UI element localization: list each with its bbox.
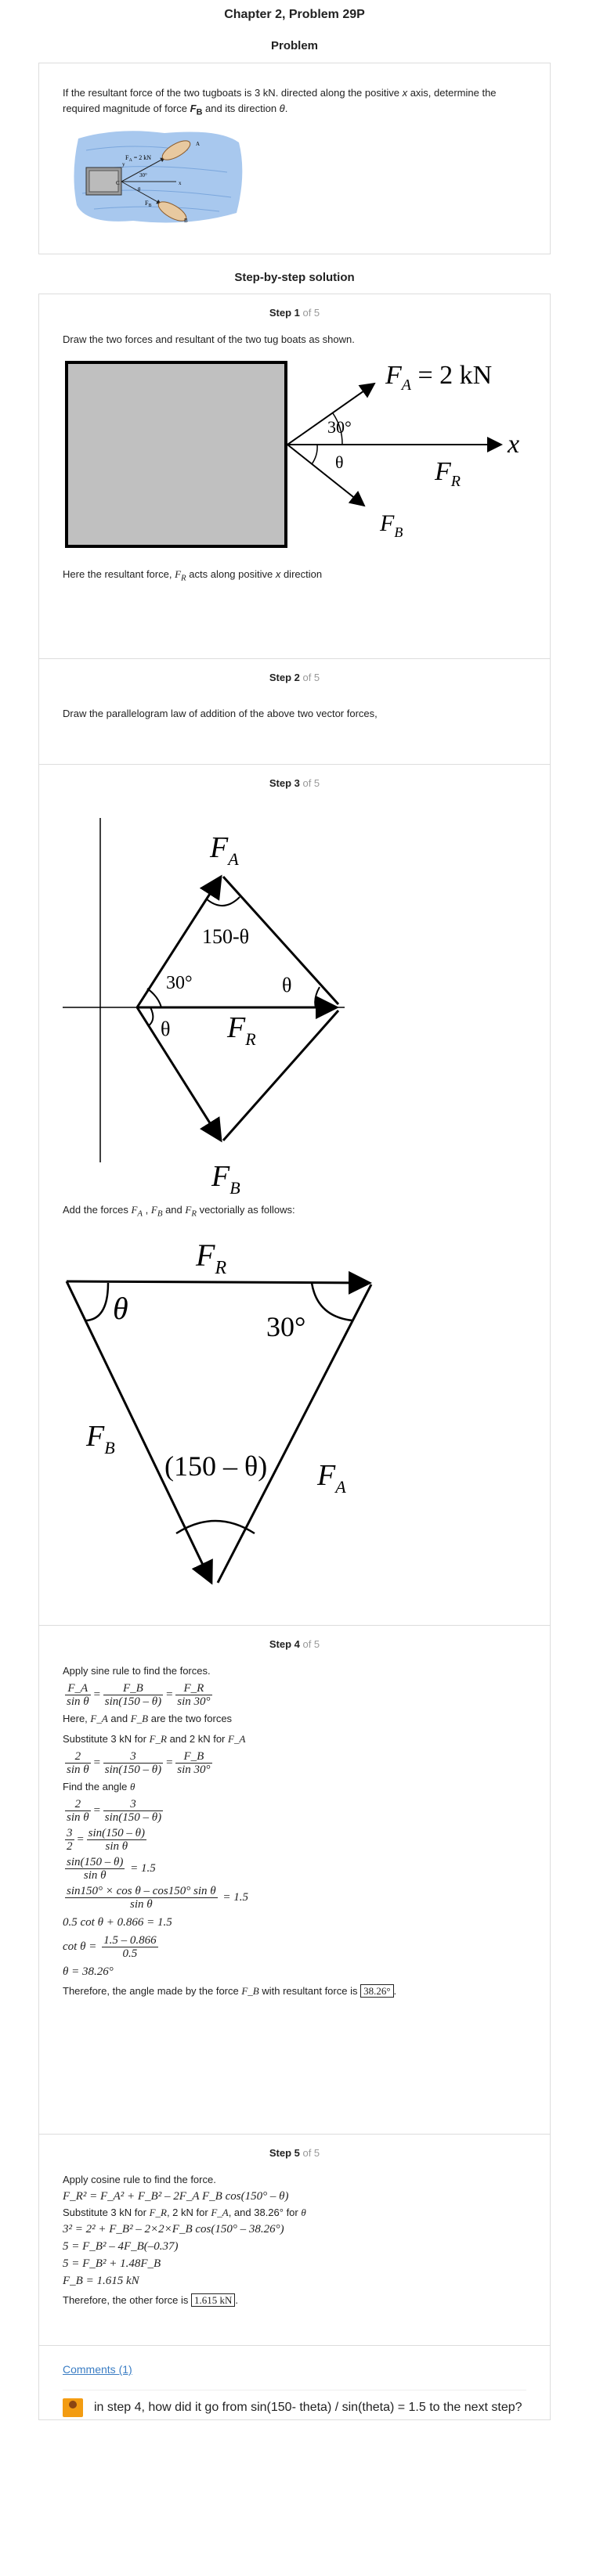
step-4-heading: Step 4 of 5 xyxy=(269,1638,320,1650)
eq-4: $\frac{\text{sin150° × cos θ – cos150° sin θ}}{\text{sin θ}}$ = 1.5 xyxy=(67,1885,248,1911)
svg-text:y: y xyxy=(122,160,125,168)
comments-link[interactable]: Comments (1) xyxy=(63,2363,132,2376)
svg-text:30°: 30° xyxy=(139,171,147,178)
comment-item xyxy=(63,2390,526,2417)
svg-text:θ: θ xyxy=(113,1290,128,1326)
comments-section xyxy=(39,2345,550,2419)
svg-text:(150 – θ): (150 – θ) xyxy=(164,1450,268,1482)
svg-text:30°: 30° xyxy=(166,973,193,993)
problem-card xyxy=(38,63,551,254)
svg-text:30°: 30° xyxy=(266,1310,306,1342)
svg-text:FA = 2 kN: $F_A = 2$ kN xyxy=(125,153,152,163)
svg-text:FR: $F_R$ xyxy=(196,1237,227,1278)
step-2-text: Draw the parallelogram law of addition of the above two vector forces, xyxy=(63,708,378,719)
eq-1: $\frac{2}{\text{sin θ}}$ = $\frac{3}{\sin(150 - \theta)}$ xyxy=(67,1798,162,1824)
eq-3: $\frac{\sin(150 - \theta)}{\text{sin θ}}$ = 1.5 xyxy=(67,1856,156,1882)
eq-5: 0.5 cot θ + 0.866 = 1.5 xyxy=(63,1916,172,1929)
svg-text:30°: 30° xyxy=(327,417,352,437)
eq-6: cot θ = $\frac{1.5 - 0.866}{0.5}$ xyxy=(63,1934,157,1960)
svg-text:FB: $F_B$ xyxy=(145,199,152,208)
step-1 xyxy=(39,294,550,658)
tugboat-figure xyxy=(70,127,251,229)
step-4-substitute: Substitute 3 kN for F_R and 2 kN for F_A xyxy=(63,1733,246,1745)
step-4-line1: Apply sine rule to find the forces. xyxy=(63,1665,211,1677)
svg-text:FR: $F_R$ xyxy=(227,1011,256,1049)
svg-text:FB: $F_B$ xyxy=(86,1419,115,1457)
svg-text:FA: $F_A$ xyxy=(210,831,239,869)
step-1-heading: Step 1 of 5 xyxy=(269,307,320,319)
c-eq-4: 5 = F_B² + 1.48F_B xyxy=(63,2257,161,2270)
step-2 xyxy=(39,658,550,764)
solution-title: Step-by-step solution xyxy=(234,271,355,284)
step-4 xyxy=(39,1625,550,2134)
svg-text:θ: θ xyxy=(161,1018,171,1040)
sub-eq: $\frac{2}{\text{sin θ}}$ = $\frac{3}{\sin(150 - \theta)}$ = $\frac{F\_B}{\sin 30^\circ}$ xyxy=(67,1750,211,1776)
svg-text:x: x xyxy=(179,179,182,186)
step-1-figure xyxy=(63,351,533,558)
svg-text:FA: $F_A$ xyxy=(317,1458,346,1497)
step-3-heading: Step 3 of 5 xyxy=(269,777,320,789)
step-1-text: Draw the two forces and resultant of the two tug boats as shown. xyxy=(63,333,355,345)
parallelogram-figure xyxy=(63,802,360,1194)
svg-text:B: B xyxy=(184,217,188,224)
find-angle: Find the angle θ xyxy=(63,1781,136,1792)
svg-text:FB: $F_B$ xyxy=(380,510,403,540)
svg-text:θ: θ xyxy=(335,452,344,472)
step-4-result: Therefore, the angle made by the force F_B with resultant force is 38.26° . xyxy=(63,1985,397,1997)
problem-label: Problem xyxy=(270,39,318,52)
c-eq-2: 3² = 2² + F_B² – 2×2×F_B cos(150° – 38.26°) xyxy=(63,2223,284,2236)
step-4-here: Here, F_A and F_B are the two forces xyxy=(63,1713,233,1724)
step-5-result: Therefore, the other force is 1.615 kN . xyxy=(63,2294,239,2306)
step-3-add-text: Add the forces $F_A$ , $F_B$ and $F_R$ vectorially as follows: xyxy=(63,1204,295,1219)
triangle-figure xyxy=(63,1227,392,1594)
cosine-eq: F_R² = F_A² + F_B² – 2F_A F_B cos(150° – θ) xyxy=(63,2190,289,2203)
svg-text:θ: θ xyxy=(282,974,292,996)
step-3 xyxy=(39,764,550,1625)
c-eq-5: F_B = 1.615 kN xyxy=(63,2275,139,2287)
step-5-line1: Apply cosine rule to find the force. xyxy=(63,2174,216,2185)
svg-text:FB: $F_B$ xyxy=(211,1160,240,1194)
eq-2: $\frac{3}{2}$ = $\frac{\sin(150 - \theta)}{\text{sin θ}}$ xyxy=(67,1827,145,1853)
eq-7: θ = 38.26° xyxy=(63,1965,114,1978)
comment-text: in step 4, how did it go from sin(150- theta) / sin(theta) = 1.5 to the next step? xyxy=(94,2401,522,2414)
svg-text:x: x xyxy=(508,430,520,459)
svg-text:FR: $F_R$ xyxy=(435,457,461,490)
svg-text:C: C xyxy=(116,179,120,186)
problem-text: If the resultant force of the two tugboats is 3 kN. directed along the positive x axis, determine the required magnitude of force $F_B$ and its direction θ. xyxy=(63,87,497,117)
avatar xyxy=(63,2398,83,2417)
step-5-heading: Step 5 of 5 xyxy=(269,2147,320,2159)
sine-rule-eq: $\frac{F\_A}{\text{sin θ}}$ = $\frac{F\_B}{\sin(150 - \theta)}$ = $\frac{F\_R}{\sin 30^\circ}$ xyxy=(67,1682,211,1708)
solution-card xyxy=(38,294,551,2420)
svg-text:θ: θ xyxy=(138,186,141,193)
svg-text:FA = 2 kN: $F_A = 2$ kN xyxy=(385,361,493,394)
step-5-substitute: Substitute 3 kN for F_R, 2 kN for F_A, and 38.26° for θ xyxy=(63,2207,306,2218)
c-eq-3: 5 = F_B² – 4F_B(–0.37) xyxy=(63,2240,179,2253)
step-5 xyxy=(39,2134,550,2345)
step-1-after: Here the resultant force, $F_R$ acts along positive x direction xyxy=(63,568,323,583)
svg-text:150-θ: 150-θ xyxy=(202,925,250,948)
chapter-title: Chapter 2, Problem 29P xyxy=(224,8,365,21)
svg-text:A: A xyxy=(196,140,201,147)
step-2-heading: Step 2 of 5 xyxy=(269,672,320,683)
